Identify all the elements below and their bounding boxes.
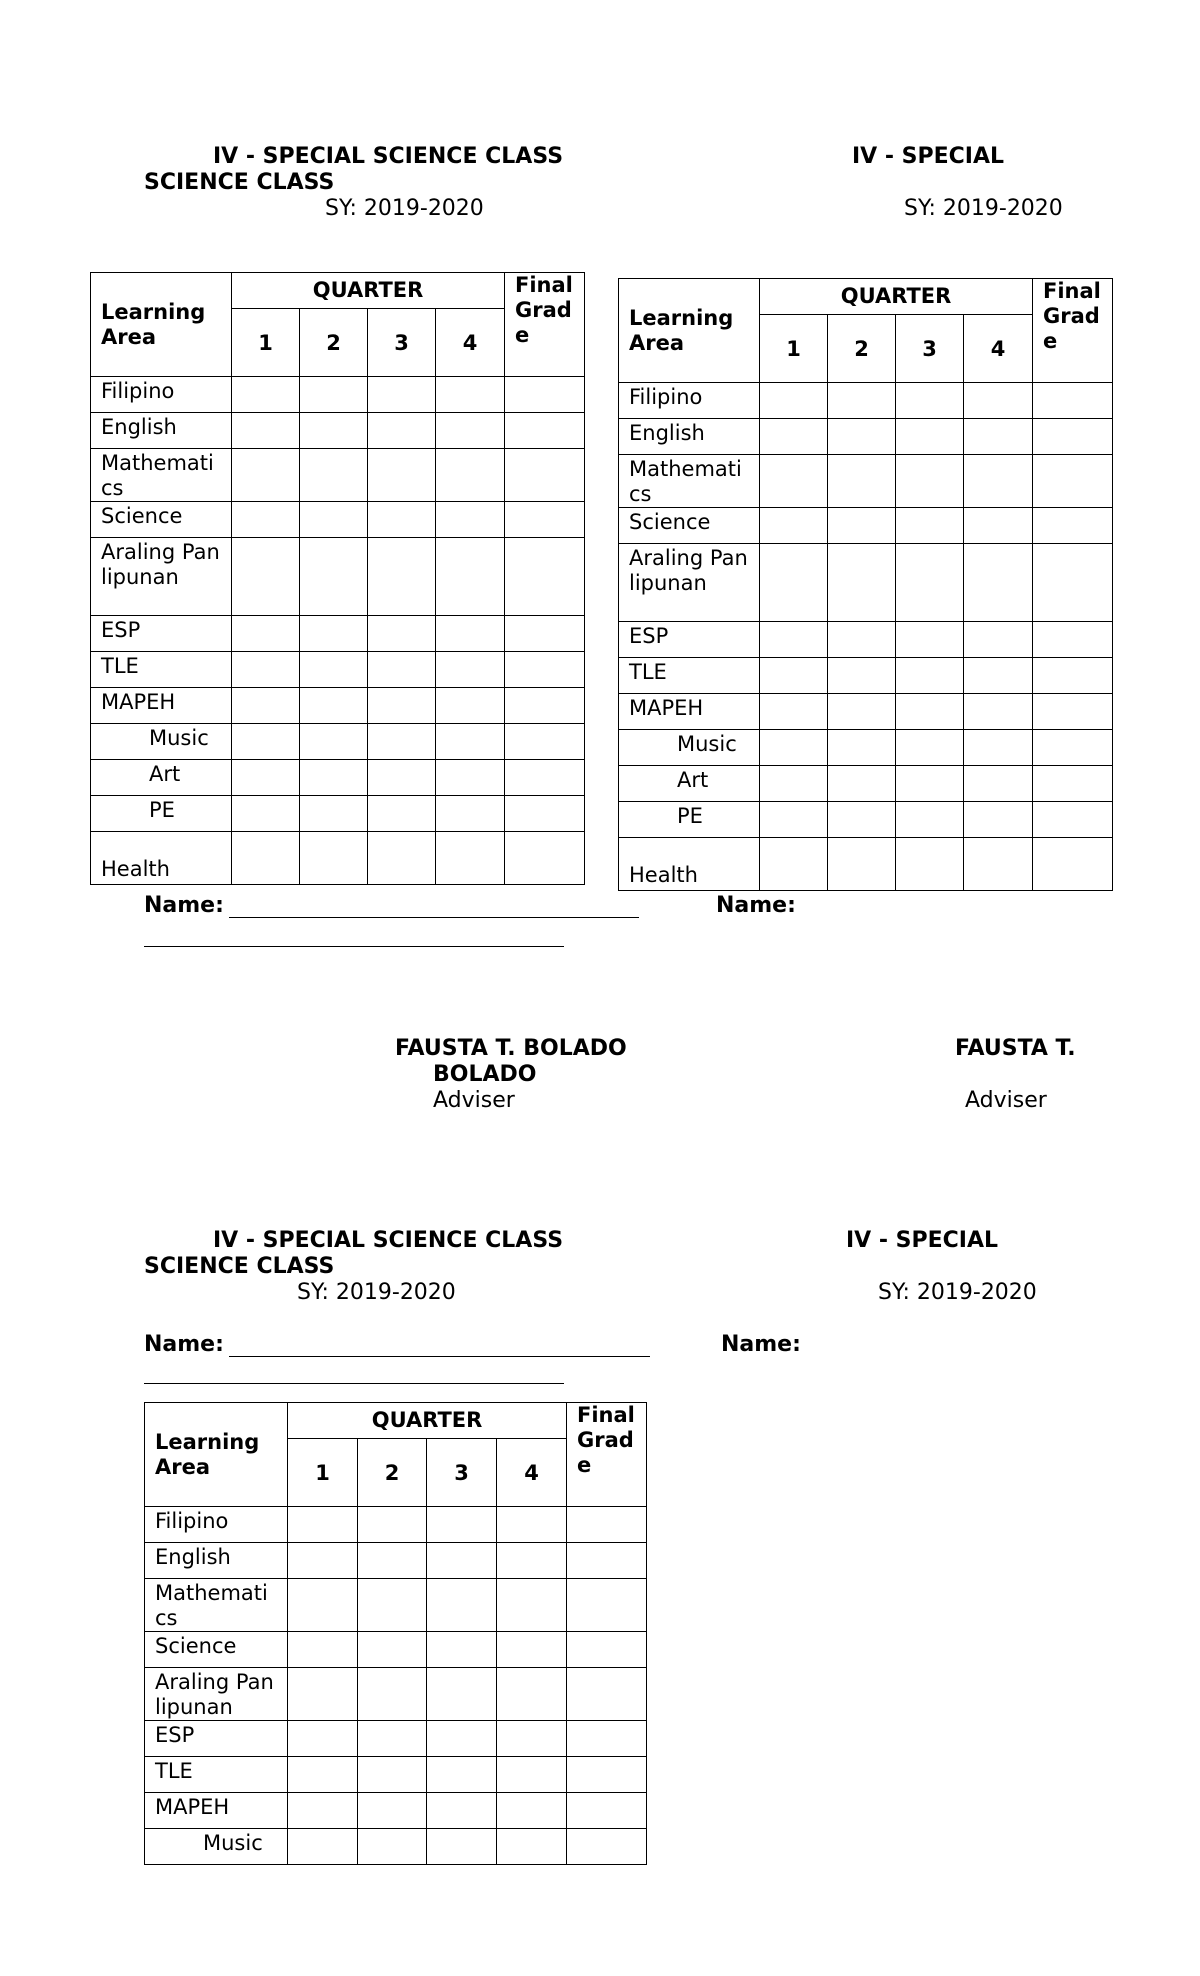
subject-label: Music xyxy=(145,1829,288,1865)
name-label-left-2: Name: xyxy=(144,1332,224,1357)
subject-label: Science xyxy=(91,502,232,538)
table-row xyxy=(91,377,585,413)
final-grade-header: Final Grade xyxy=(505,273,585,377)
learning-area-header: Learning Area xyxy=(619,279,760,383)
name-underline-left-2 xyxy=(229,1356,650,1357)
quarter-4-header: 4 xyxy=(436,309,505,377)
subject-label: PE xyxy=(619,802,760,838)
class-title-left-2: IV - SPECIAL SCIENCE CLASS xyxy=(213,1228,564,1253)
table-row xyxy=(619,766,1113,802)
table-row xyxy=(91,538,585,616)
quarter-header: QUARTER xyxy=(232,273,505,309)
subject-label: Filipino xyxy=(145,1507,288,1543)
adviser-name-right: FAUSTA T. xyxy=(955,1036,1076,1061)
subject-label: English xyxy=(619,419,760,455)
table-row xyxy=(145,1507,647,1543)
name-underline-left xyxy=(229,917,639,918)
name-label-right: Name: xyxy=(716,893,796,918)
table-row xyxy=(91,652,585,688)
table-row xyxy=(91,449,585,502)
name-underline-wrap xyxy=(144,946,564,947)
table-row xyxy=(91,724,585,760)
adviser-name-wrap: BOLADO xyxy=(433,1062,537,1087)
table-row xyxy=(145,1579,647,1632)
table-row xyxy=(619,622,1113,658)
quarter-1-header: 1 xyxy=(232,309,300,377)
table-row xyxy=(91,688,585,724)
class-title-right-2: IV - SPECIAL xyxy=(846,1228,999,1253)
table-row xyxy=(619,730,1113,766)
subject-label: PE xyxy=(91,796,232,832)
subject-label: MAPEH xyxy=(145,1793,288,1829)
subject-label: Mathematics xyxy=(91,449,232,502)
subject-label: TLE xyxy=(91,652,232,688)
table-row xyxy=(91,502,585,538)
table-row xyxy=(619,658,1113,694)
table-row xyxy=(145,1668,647,1721)
subject-label: Music xyxy=(619,730,760,766)
school-year-left-2: SY: 2019-2020 xyxy=(297,1280,456,1305)
subject-label: Art xyxy=(91,760,232,796)
table-row xyxy=(619,508,1113,544)
class-title-left: IV - SPECIAL SCIENCE CLASS xyxy=(213,144,564,169)
adviser-name-left: FAUSTA T. BOLADO xyxy=(395,1036,627,1061)
table-row xyxy=(145,1543,647,1579)
subject-label: Science xyxy=(619,508,760,544)
class-title-wrap-2: SCIENCE CLASS xyxy=(144,1254,335,1279)
subject-label: ESP xyxy=(145,1721,288,1757)
table-row xyxy=(145,1793,647,1829)
subject-label: Filipino xyxy=(619,383,760,419)
table-row xyxy=(91,832,585,885)
table-row xyxy=(91,413,585,449)
quarter-1-header: 1 xyxy=(760,315,828,383)
quarter-header: QUARTER xyxy=(760,279,1033,315)
subject-label: MAPEH xyxy=(619,694,760,730)
grades-table-top-right xyxy=(618,278,1113,891)
table-row xyxy=(91,760,585,796)
name-underline-wrap-2 xyxy=(144,1383,564,1384)
table-row xyxy=(619,419,1113,455)
table-row xyxy=(145,1632,647,1668)
subject-label: Science xyxy=(145,1632,288,1668)
subject-label: Mathematics xyxy=(145,1579,288,1632)
table-row xyxy=(619,383,1113,419)
subject-label: MAPEH xyxy=(91,688,232,724)
school-year-right-2: SY: 2019-2020 xyxy=(878,1280,1037,1305)
quarter-2-header: 2 xyxy=(300,309,368,377)
subject-label: Health xyxy=(91,832,232,885)
table-row xyxy=(145,1829,647,1865)
school-year-right: SY: 2019-2020 xyxy=(904,196,1063,221)
subject-label: TLE xyxy=(619,658,760,694)
learning-area-header: Learning Area xyxy=(91,273,232,377)
table-row xyxy=(91,796,585,832)
final-grade-header: Final Grade xyxy=(567,1403,647,1507)
quarter-3-header: 3 xyxy=(427,1439,497,1507)
subject-label: Health xyxy=(619,838,760,891)
quarter-1-header: 1 xyxy=(288,1439,358,1507)
quarter-4-header: 4 xyxy=(964,315,1033,383)
quarter-2-header: 2 xyxy=(828,315,896,383)
final-grade-header: Final Grade xyxy=(1033,279,1113,383)
subject-label: Araling Panlipunan xyxy=(91,538,232,616)
table-row xyxy=(619,455,1113,508)
subject-label: TLE xyxy=(145,1757,288,1793)
quarter-3-header: 3 xyxy=(896,315,964,383)
grades-table-bottom xyxy=(144,1402,647,1865)
name-label-right-2: Name: xyxy=(721,1332,801,1357)
table-row xyxy=(91,616,585,652)
school-year-left: SY: 2019-2020 xyxy=(325,196,484,221)
subject-label: Araling Panlipunan xyxy=(619,544,760,622)
table-row xyxy=(145,1721,647,1757)
class-title-right: IV - SPECIAL xyxy=(852,144,1005,169)
learning-area-header: Learning Area xyxy=(145,1403,288,1507)
table-row xyxy=(145,1757,647,1793)
table-row xyxy=(619,544,1113,622)
table-row xyxy=(619,838,1113,891)
adviser-role-right: Adviser xyxy=(965,1088,1047,1113)
subject-label: Art xyxy=(619,766,760,802)
adviser-role-left: Adviser xyxy=(433,1088,515,1113)
subject-label: Araling Panlipunan xyxy=(145,1668,288,1721)
subject-label: English xyxy=(91,413,232,449)
table-row xyxy=(619,694,1113,730)
subject-label: English xyxy=(145,1543,288,1579)
quarter-header: QUARTER xyxy=(288,1403,567,1439)
quarter-3-header: 3 xyxy=(368,309,436,377)
quarter-2-header: 2 xyxy=(358,1439,427,1507)
subject-label: ESP xyxy=(619,622,760,658)
class-title-wrap: SCIENCE CLASS xyxy=(144,170,335,195)
subject-label: Mathematics xyxy=(619,455,760,508)
subject-label: Filipino xyxy=(91,377,232,413)
subject-label: ESP xyxy=(91,616,232,652)
table-row xyxy=(619,802,1113,838)
grades-table-top-left xyxy=(90,272,585,885)
quarter-4-header: 4 xyxy=(497,1439,567,1507)
subject-label: Music xyxy=(91,724,232,760)
name-label-left: Name: xyxy=(144,893,224,918)
